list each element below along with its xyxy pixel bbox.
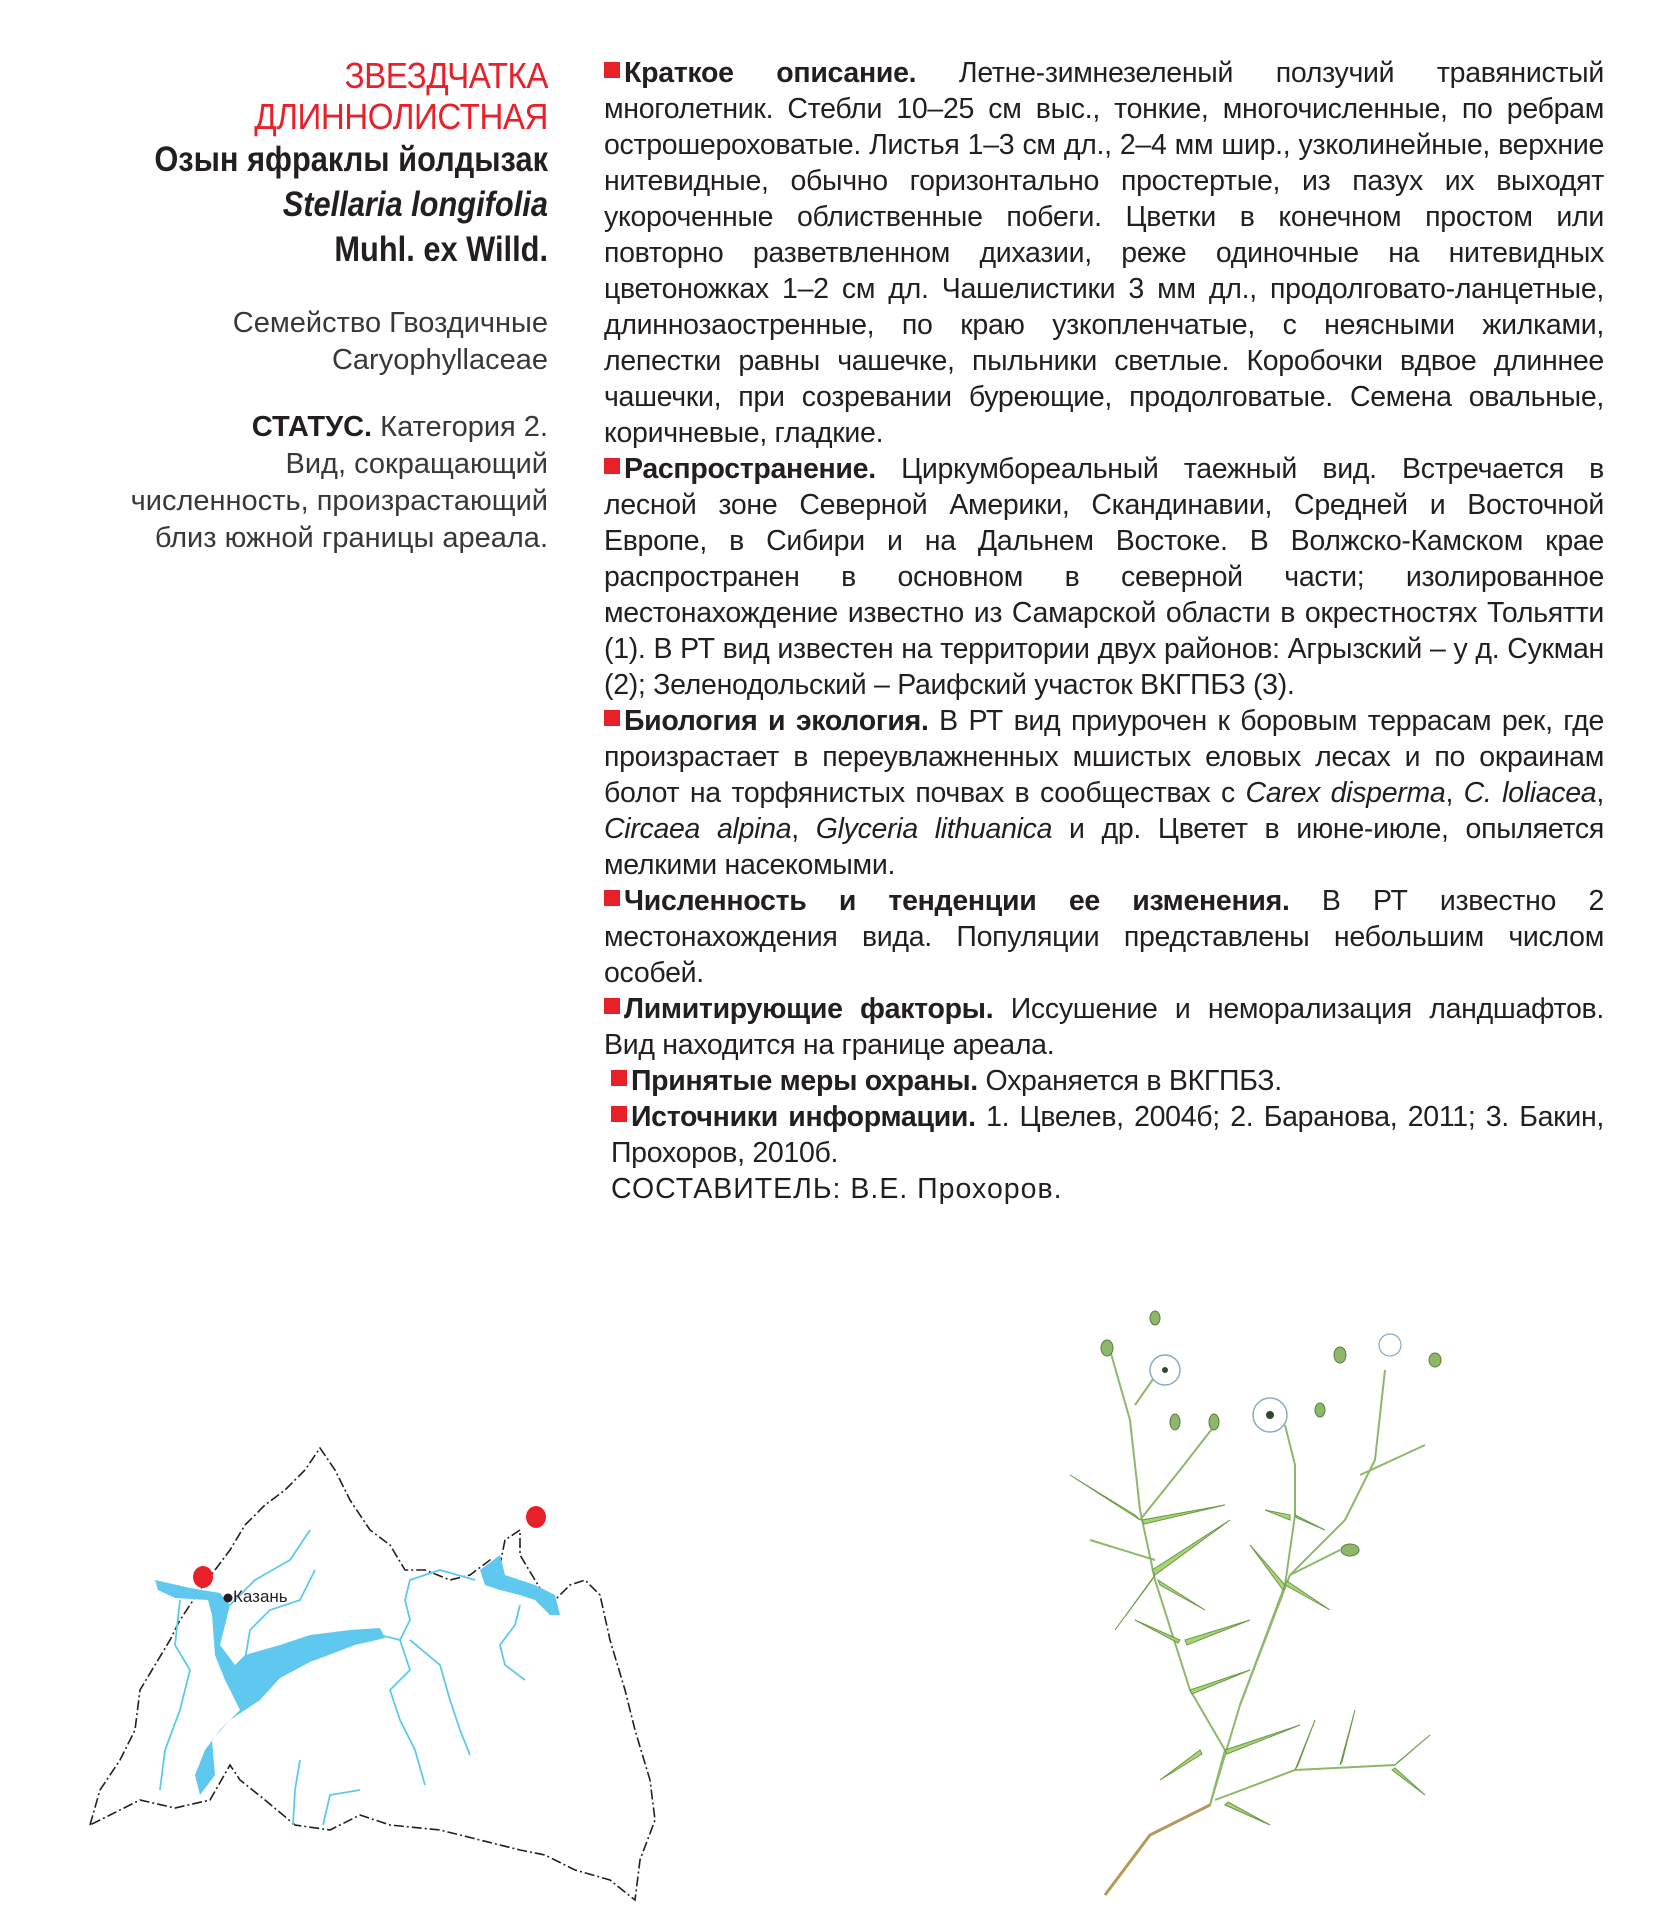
section-text: В РТ вид приурочен к боровым террасам рек, где произрастает в переувлажненных мшистых еловых лесах и по окраинам болот на торфянистых почвах в сообществах с — [604, 705, 1604, 809]
distribution-map — [80, 1430, 820, 1920]
plant-drawing-icon — [1040, 1310, 1480, 1920]
species-description — [604, 55, 1604, 1207]
section-biology — [604, 703, 1604, 883]
section-title: Численность и тенденции ее изменения. — [624, 885, 1290, 917]
red-square-bullet-icon — [611, 1070, 627, 1086]
status-block — [70, 409, 548, 557]
section-text: и др. Цветет в июне-июле, опыляется мелкими насекомыми. — [604, 813, 1604, 881]
location-marker-icon — [526, 1506, 546, 1528]
section-text: Циркумбореальный таежный вид. Встречается в лесной зоне Северной Америки, Скандинавии, Средней и Восточной Европе, в Сибири и на Дальнем Востоке. В Волжско-Камском крае распространен в основном в северной части; изолированное местонахождение известно из Самарской области в окрестностях Тольятти (1). В РТ вид известен на территории двух районов: Агрызский – у д. Сукман (2); Зеленодольский – Раифский участок ВКГПБЗ (3). — [604, 453, 1604, 701]
section-text: Охраняется в ВКГПБЗ. — [977, 1065, 1282, 1097]
status-label: СТАТУС. — [251, 411, 373, 443]
family-russian: Семейство Гвоздичные — [232, 307, 548, 339]
section-distribution — [604, 451, 1604, 703]
red-square-bullet-icon — [604, 998, 620, 1014]
species-name: Carex disperma — [1245, 777, 1446, 809]
city-marker-icon — [224, 1594, 233, 1603]
status-category: Категория 2. — [372, 411, 548, 443]
family-block — [70, 305, 548, 379]
section-sources — [604, 1099, 1604, 1171]
separator: , — [1596, 777, 1604, 809]
section-title: Лимитирующие факторы. — [624, 993, 994, 1025]
section-protection — [604, 1063, 1604, 1099]
section-limiting-factors — [604, 991, 1604, 1063]
section-title: Краткое описание. — [624, 57, 917, 89]
section-title: Принятые меры охраны. — [631, 1065, 978, 1097]
section-abundance — [604, 883, 1604, 991]
separator: , — [1445, 777, 1464, 809]
status-text-3: близ южной границы ареала. — [154, 522, 548, 554]
red-square-bullet-icon — [604, 890, 620, 906]
species-name-russian-line1: ЗВЕЗДЧАТКА — [344, 55, 548, 96]
flowers — [1150, 1334, 1401, 1432]
separator: , — [791, 813, 816, 845]
species-header — [70, 55, 548, 557]
red-square-bullet-icon — [604, 458, 620, 474]
plant-illustration — [1040, 1310, 1480, 1920]
species-name: Glyceria lithuanica — [815, 813, 1053, 845]
section-text: 1. Цвелев, 2004б; 2. Баранова, 2011; 3. Бакин, Прохоров, 2010б. — [611, 1101, 1605, 1169]
section-title: Биология и экология. — [624, 705, 929, 737]
river-volga-kama — [155, 1580, 385, 1795]
species-name: Circaea alpina — [604, 813, 792, 845]
status-text-2: численность, произрастающий — [130, 485, 548, 517]
compiler-credit: СОСТАВИТЕЛЬ: В.Е. Прохоров. — [611, 1173, 1063, 1205]
location-marker-icon — [193, 1566, 213, 1588]
section-title: Распространение. — [624, 453, 876, 485]
species-name-russian-line2: ДЛИННОЛИСТНАЯ — [254, 96, 549, 137]
border-line — [90, 1448, 655, 1900]
red-square-bullet-icon — [604, 710, 620, 726]
city-label: Казань — [233, 1587, 288, 1606]
section-text: Летне-зимнезеленый ползучий травянистый многолетник. Стебли 10–25 см выс., тонкие, многочисленные, по ребрам острошероховатые. Листья 1–3 см дл., 2–4 мм шир., узколинейные, верхние нитевидные, обычно горизонтально простертые, из пазух их выходят укороченные облиственные побеги. Цветки в конечном простом или повторно разветвленном дихазии, реже одиночные на нитевидных цветоножках 1–2 см дл. Чашелистики 3 мм дл., продолговато-ланцетные, длиннозаостренные, по краю узкопленчатые, с неясными жилками, лепестки равны чашечке, пыльники светлые. Коробочки вдвое длиннее чашечки, при созревании буреющие, продолговатые. Семена овальные, коричневые, гладкие. — [604, 57, 1604, 449]
section-text: Иссушение и неморализация ландшафтов. Вид находится на границе ареала. — [604, 993, 1604, 1061]
section-title: Источники информации. — [631, 1101, 976, 1133]
rhizome — [1105, 1805, 1210, 1895]
species-name: C. loliacea — [1463, 777, 1597, 809]
section-text: В РТ известно 2 местонахождения вида. Популяции представлены небольшим числом особей. — [604, 885, 1604, 989]
leaves — [1070, 1475, 1430, 1825]
red-square-bullet-icon — [611, 1106, 627, 1122]
species-name-tatar: Озын яфраклы йолдызак — [154, 140, 548, 179]
red-square-bullet-icon — [604, 62, 620, 78]
family-latin: Caryophyllaceae — [331, 344, 548, 376]
status-text-1: Вид, сокращающий — [285, 448, 548, 480]
tatarstan-map-icon — [80, 1430, 820, 1920]
species-name-latin: Stellaria longifolia — [282, 185, 548, 224]
species-author: Muhl. ex Willd. — [334, 230, 548, 269]
section-description — [604, 55, 1604, 451]
